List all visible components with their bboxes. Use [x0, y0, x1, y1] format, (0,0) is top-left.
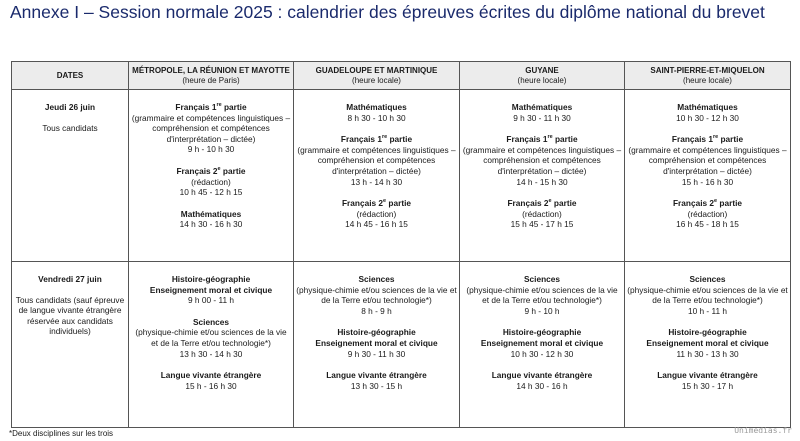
exam-subject: Français 2e partie: [507, 198, 577, 209]
header-dates: DATES: [12, 62, 129, 90]
exam-description: (grammaire et compétences linguistiques – compréhension et compétences d'interprétation – dictée): [628, 144, 787, 176]
exam-entry: [462, 198, 622, 230]
header-saint-pierre: SAINT-PIERRE-ET-MIQUELON (heure locale): [625, 62, 791, 90]
watermark: Unimedias.fr: [734, 426, 792, 435]
exam-entry: [462, 274, 622, 316]
exam-time: 13 h 30 - 15 h: [350, 380, 403, 391]
exam-subject-secondary: Enseignement moral et civique: [315, 337, 438, 348]
exam-subject: Mathématiques: [677, 102, 738, 112]
exam-entry: [296, 134, 457, 187]
exam-description: (rédaction): [356, 208, 397, 219]
exam-entry: [627, 134, 788, 187]
exam-entry: [627, 102, 788, 123]
exam-description: (grammaire et compétences linguistiques – compréhension et compétences d'interprétation – dictée): [131, 112, 291, 144]
exam-description: (physique-chimie et/ou sciences de la vie et de la Terre et/ou technologie*): [466, 284, 618, 306]
exam-entry: [462, 134, 622, 187]
exam-subject: Sciences: [689, 274, 726, 284]
exam-entry: [462, 327, 622, 359]
exam-subject: Sciences: [524, 274, 560, 284]
exam-entry: [131, 370, 291, 391]
exam-date: Jeudi 26 juin: [44, 102, 96, 112]
exam-entry: [296, 102, 457, 123]
exam-entry: [462, 370, 622, 391]
exam-time: 9 h - 10 h: [524, 305, 560, 316]
header-metropole: MÉTROPOLE, LA RÉUNION ET MAYOTTE (heure de Paris): [129, 62, 294, 90]
schedule-cell-spm: [625, 262, 791, 428]
exam-subject: Français 1re partie: [175, 102, 247, 112]
exam-entry: [296, 198, 457, 230]
exam-entry: [296, 274, 457, 316]
exam-subject: Sciences: [193, 316, 229, 327]
exam-description: (rédaction): [522, 208, 562, 219]
exam-time: 11 h 30 - 13 h 30: [676, 348, 739, 359]
exam-entry: [131, 274, 291, 306]
exam-subject: Langue vivante étrangère: [160, 370, 262, 381]
schedule-cell-spm: [625, 90, 791, 262]
exam-subject-secondary: Enseignement moral et civique: [480, 337, 604, 348]
schedule-cell-metropole: [129, 262, 294, 428]
exam-calendar-table: [11, 61, 791, 428]
schedule-cell-guadeloupe: [294, 262, 460, 428]
exam-subject: Langue vivante étrangère: [326, 370, 427, 381]
exam-description: (physique-chimie et/ou sciences de la vie et de la Terre et/ou technologie*): [627, 284, 788, 306]
schedule-cell-guyane: [460, 90, 625, 262]
exam-description: (rédaction): [687, 208, 728, 219]
exam-time: 8 h - 9 h: [361, 305, 392, 316]
exam-description: (physique-chimie et/ou sciences de la vie et de la Terre et/ou technologie*): [296, 284, 457, 306]
exam-time: 10 h - 11 h: [687, 305, 728, 316]
date-cell: [12, 90, 129, 262]
exam-subject-secondary: Enseignement moral et civique: [646, 337, 769, 348]
exam-time: 15 h 30 - 17 h: [681, 380, 734, 391]
exam-time: 13 h - 14 h 30: [350, 176, 403, 187]
exam-time: 10 h 45 - 12 h 15: [179, 187, 243, 198]
exam-description: (grammaire et compétences linguistiques – compréhension et compétences d'interprétation – dictée): [462, 144, 622, 176]
exam-entry: [627, 274, 788, 316]
exam-subject: Langue vivante étrangère: [657, 370, 758, 381]
schedule-cell-metropole: [129, 90, 294, 262]
exam-subject: Mathématiques: [511, 102, 573, 112]
exam-time: 8 h 30 - 10 h 30: [347, 112, 406, 123]
exam-time: 14 h 30 - 16 h: [516, 380, 568, 391]
exam-subject: Français 1re partie: [506, 134, 578, 145]
schedule-cell-guadeloupe: [294, 90, 460, 262]
exam-subject: Histoire-géographie: [502, 327, 582, 338]
exam-time: 14 h 45 - 16 h 15: [345, 219, 408, 230]
exam-time: 9 h 00 - 11 h: [188, 295, 234, 306]
exam-time: 13 h 30 - 14 h 30: [179, 348, 243, 359]
day-row: [12, 262, 791, 428]
exam-subject: Langue vivante étrangère: [491, 370, 593, 381]
footnote: *Deux disciplines sur les trois: [9, 429, 114, 438]
exam-subject: Sciences: [358, 274, 395, 284]
exam-time: 9 h - 10 h 30: [187, 144, 235, 155]
exam-subject: Histoire-géographie: [337, 327, 416, 338]
exam-time: 15 h - 16 h 30: [681, 176, 734, 187]
exam-description: (physique-chimie et/ou sciences de la vie et de la Terre et/ou technologie*): [135, 327, 287, 348]
header-guyane: GUYANE (heure locale): [460, 62, 625, 90]
page-title: Annexe I – Session normale 2025 : calendrier des épreuves écrites du diplôme national du brevet: [10, 2, 765, 22]
exam-time: 14 h - 15 h 30: [516, 176, 568, 187]
exam-time: 10 h 30 - 12 h 30: [676, 112, 739, 123]
exam-subject: Français 2e partie: [672, 198, 743, 209]
schedule-cell-guyane: [460, 262, 625, 428]
exam-subject: Français 1re partie: [340, 134, 413, 145]
header-guadeloupe: GUADELOUPE ET MARTINIQUE (heure locale): [294, 62, 460, 90]
exam-time: 14 h 30 - 16 h 30: [179, 219, 243, 230]
exam-subject: Histoire-géographie: [171, 274, 251, 284]
exam-time: 9 h 30 - 11 h 30: [513, 112, 571, 123]
exam-subject: Mathématiques: [180, 208, 242, 219]
exam-entry: [131, 209, 291, 230]
exam-description: (rédaction): [191, 176, 231, 187]
exam-entry: [131, 166, 291, 198]
exam-entry: [627, 198, 788, 230]
exam-description: (grammaire et compétences linguistiques – compréhension et compétences d'interprétation – dictée): [297, 144, 456, 176]
exam-time: 16 h 45 - 18 h 15: [676, 219, 739, 230]
exam-subject: Français 2e partie: [176, 165, 246, 176]
exam-time: 15 h 45 - 17 h 15: [510, 219, 574, 230]
exam-time: 10 h 30 - 12 h 30: [510, 348, 574, 359]
exam-date: Vendredi 27 juin: [38, 274, 102, 284]
exam-entry: [296, 327, 457, 359]
exam-time: 15 h - 16 h 30: [185, 380, 237, 391]
header-row: [12, 62, 791, 90]
date-cell: [12, 262, 129, 428]
exam-time: 9 h 30 - 11 h 30: [347, 348, 406, 359]
candidates-note: Tous candidats: [42, 122, 98, 133]
exam-entry: [131, 102, 291, 155]
exam-entry: [627, 327, 788, 359]
exam-entry: [296, 370, 457, 391]
candidates-note: Tous candidats (sauf épreuve de langue vivante étrangère réservée aux candidats individuels): [15, 294, 125, 337]
exam-subject: Français 2e partie: [341, 198, 412, 209]
day-row: [12, 90, 791, 262]
exam-entry: [627, 370, 788, 391]
exam-entry: [131, 317, 291, 359]
exam-subject: Histoire-géographie: [668, 327, 747, 338]
exam-subject-secondary: Enseignement moral et civique: [149, 284, 273, 295]
exam-subject: Français 1re partie: [671, 134, 744, 145]
exam-entry: [462, 102, 622, 123]
exam-subject: Mathématiques: [346, 102, 407, 112]
